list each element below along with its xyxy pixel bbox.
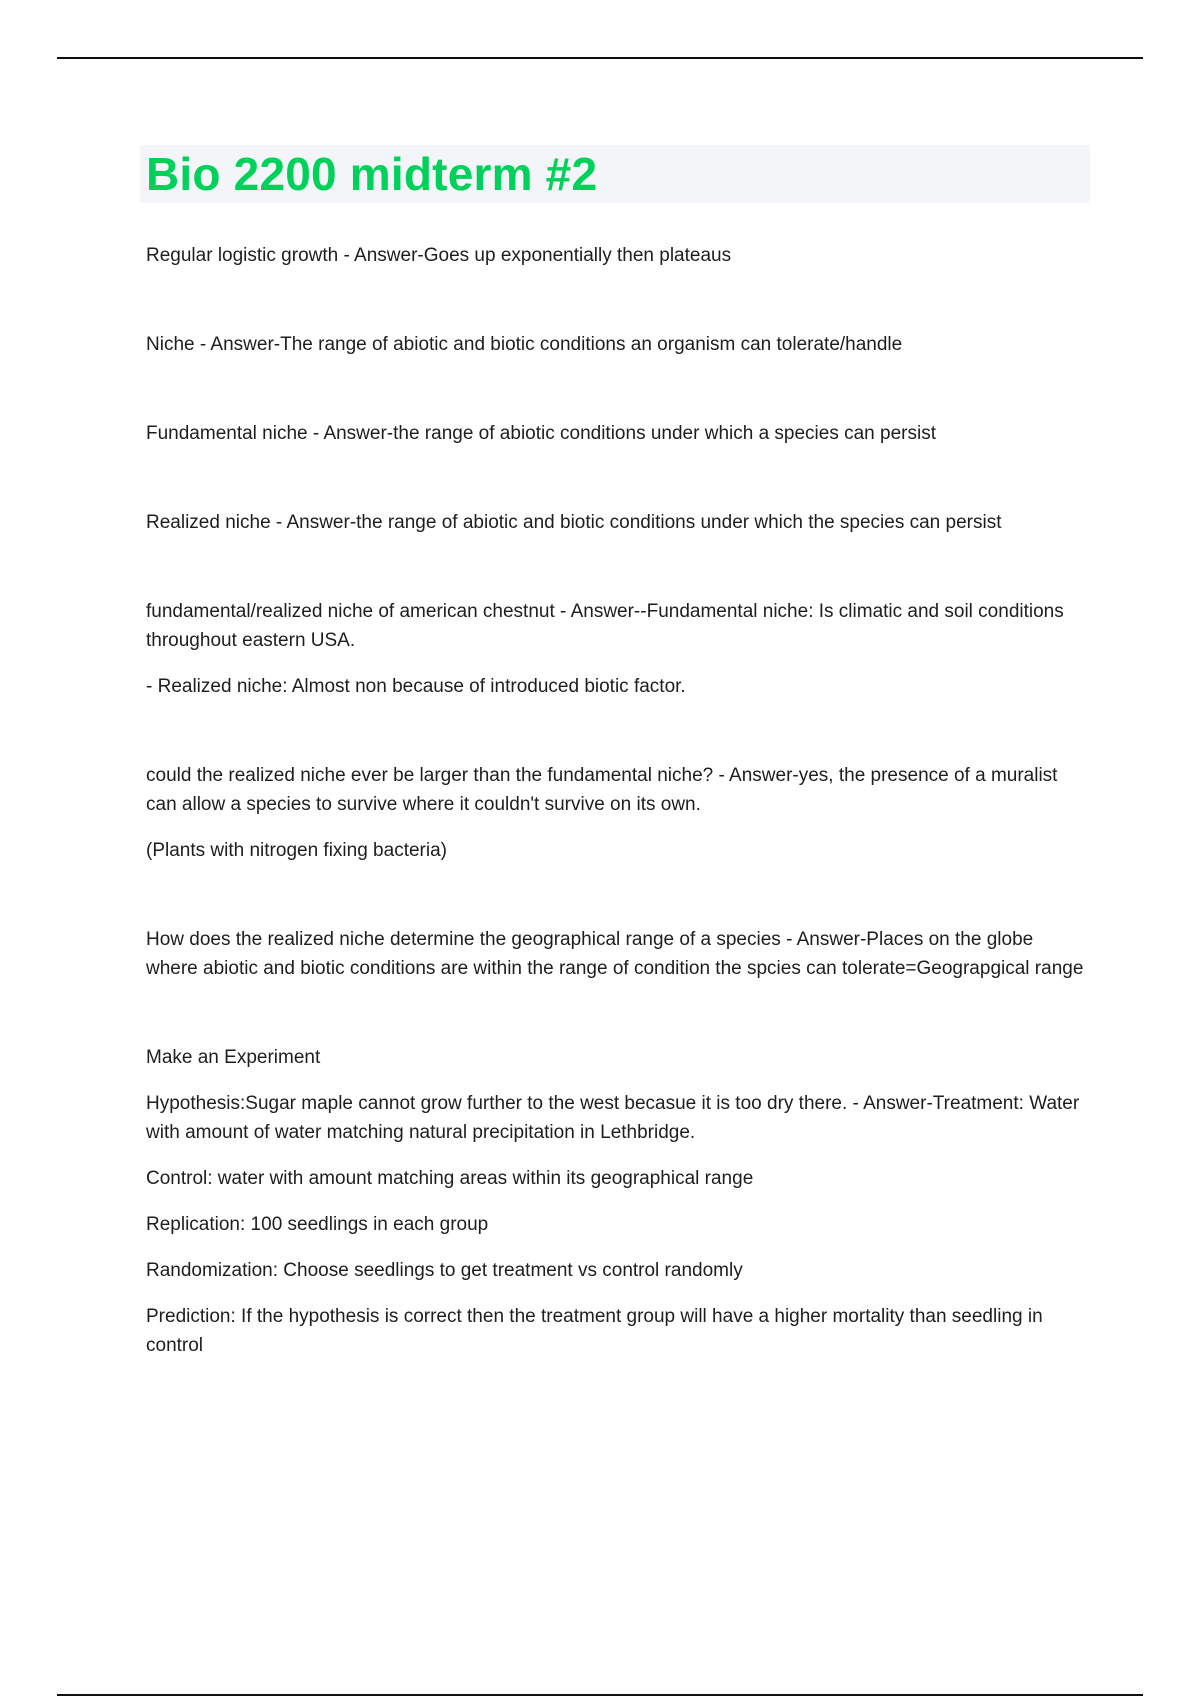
entry-text: (Plants with nitrogen fixing bacteria) [146,840,447,861]
entry-text: could the realized niche ever be larger than the fundamental niche? - Answer-yes, the presence of a muralist can allow a species to survive where it couldn't survive on its own. [146,765,1058,815]
entry-text: Realized niche - Answer-the range of abiotic and biotic conditions under which the species can persist [146,512,1002,533]
entry-text: Prediction: If the hypothesis is correct then the treatment group will have a higher mortality than seedling in control [146,1306,1043,1356]
entry-text: Randomization: Choose seedlings to get treatment vs control randomly [146,1260,743,1281]
entry-text: How does the realized niche determine the geographical range of a species - Answer-Places on the globe where abiotic and biotic conditions are within the range of condition the spcies can tolerate=Geograpgical range [146,929,1084,979]
qa-entry [146,241,1090,270]
qa-entry [146,925,1090,983]
qa-entry [146,330,1090,359]
entry-text: Regular logistic growth - Answer-Goes up exponentially then plateaus [146,245,732,266]
entry-text: Fundamental niche - Answer-the range of abiotic conditions under which a species can persist [146,423,936,444]
entry-text: Replication: 100 seedlings in each group [146,1214,489,1235]
entry-text: fundamental/realized niche of american chestnut - Answer--Fundamental niche: Is climatic and soil conditions throughout eastern USA. [146,601,1064,651]
qa-entry [146,508,1090,537]
qa-entry [146,761,1090,865]
header-rule [57,57,1143,59]
title-band [140,145,1090,203]
footer-rule [57,1694,1143,1696]
entry-text: Niche - Answer-The range of abiotic and biotic conditions an organism can tolerate/handle [146,334,903,355]
entry-text: Control: water with amount matching areas within its geographical range [146,1168,754,1189]
entry-text: Hypothesis:Sugar maple cannot grow further to the west becasue it is too dry there. - Answer-Treatment: Water with amount of water matching natural precipitation in Lethbridge. [146,1093,1080,1143]
document-body [140,145,1090,1420]
entry-heading: Make an Experiment [146,1047,321,1068]
entry-text: - Realized niche: Almost non because of introduced biotic factor. [146,676,686,697]
document-title: Bio 2200 midterm #2 [146,148,598,200]
qa-entry [146,597,1090,701]
qa-entry [146,419,1090,448]
qa-entry [146,1043,1090,1360]
